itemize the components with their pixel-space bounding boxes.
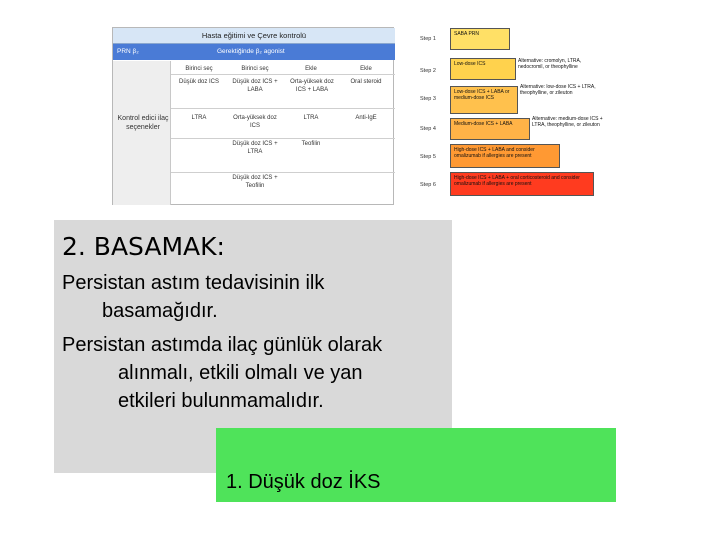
alternative-note: Alternative: low-dose ICS + LTRA, theophylline, or zileuton	[520, 84, 596, 96]
table-divider	[171, 138, 395, 139]
table-cell: Oral steroid	[350, 79, 382, 85]
step-box: Low-dose ICS + LABA or medium-dose ICS	[450, 86, 518, 114]
step-label: Step 5	[420, 154, 436, 160]
controller-label: Kontrol edici ilaç seçenekler	[117, 115, 169, 131]
prn-label: PRN β₂	[117, 48, 139, 55]
body-text: Persistan astımda ilaç günlük olarak	[62, 334, 383, 356]
table-cell: Düşük doz ICS + LABA	[232, 79, 278, 93]
step-box: High-dose ICS + LABA and consider omalizumab if allergies are present	[450, 144, 560, 168]
body-text: alınmalı, etkili olmalı ve yan	[118, 362, 363, 384]
alternative-note: Alternative: medium-dose ICS + LTRA, theophylline, or zileuton	[532, 116, 603, 128]
table-divider	[171, 74, 395, 75]
controller-label-column	[113, 61, 171, 205]
body-text: basamağıdır.	[102, 300, 218, 322]
step-label: Step 2	[420, 68, 436, 74]
table-cell: Orta-yüksek doz ICS	[233, 115, 277, 129]
callout-text: 1. Düşük doz İKS	[226, 471, 381, 493]
table-cell: Ekle	[360, 66, 372, 72]
step-label: Step 3	[420, 96, 436, 102]
slide-heading: 2. BASAMAK:	[62, 232, 225, 261]
stepwise-diagram	[416, 24, 606, 204]
table-cell: Düşük doz ICS + LTRA	[232, 141, 278, 155]
table-cell: Birinci seç	[185, 66, 213, 72]
table-divider	[171, 172, 395, 173]
step-box: High-dose ICS + LABA + oral corticosteroid and consider omalizumab if allergies are present	[450, 172, 594, 196]
body-text: etkileri bulunmamalıdır.	[118, 390, 324, 412]
treatment-table	[112, 27, 394, 205]
step-label: Step 4	[420, 126, 436, 132]
step-label: Step 6	[420, 182, 436, 188]
table-cell: Orta-yüksek doz ICS + LABA	[290, 79, 334, 93]
prn-description: Gerektiğinde β₂ agonist	[217, 48, 285, 55]
table-cell: LTRA	[191, 115, 207, 121]
treatment-callout	[216, 428, 616, 502]
table-cell: Teofilin	[301, 141, 321, 147]
table-title: Hasta eğitimi ve Çevre kontrolü	[113, 28, 395, 44]
step-label: Step 1	[420, 36, 436, 42]
table-cell: Birinci seç	[241, 66, 269, 72]
table-cell: Ekle	[305, 66, 317, 72]
prn-row	[113, 44, 395, 60]
table-cell: LTRA	[303, 115, 319, 121]
table-cell: Düşük doz ICS	[178, 79, 220, 85]
step-box: Low-dose ICS	[450, 58, 516, 80]
table-cell: Anti-IgE	[355, 115, 377, 121]
step-box: SABA PRN	[450, 28, 510, 50]
table-divider	[171, 108, 395, 109]
table-cell: Düşük doz ICS + Teofilin	[232, 175, 278, 189]
alternative-note: Alternative: cromolyn, LTRA, nedocromil, or theophylline	[518, 58, 582, 70]
step-box: Medium-dose ICS + LABA	[450, 118, 530, 140]
body-text: Persistan astım tedavisinin ilk	[62, 272, 325, 294]
